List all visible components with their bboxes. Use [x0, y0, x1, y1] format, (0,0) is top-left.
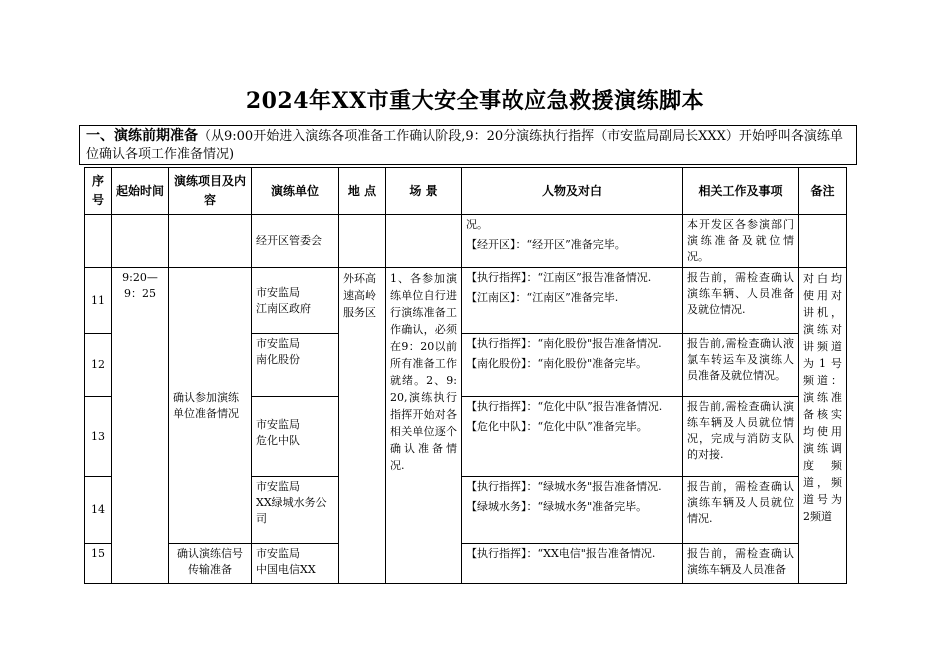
dialog-line: 【江南区】：“江南区”准备完毕.: [466, 291, 619, 304]
row-dialog: [462, 477, 683, 544]
dialog-line: 【执行指挥】：“XX电信"报告准备情况.: [466, 547, 656, 560]
header-place: 地 点: [339, 168, 386, 215]
header-time: 起始时间: [112, 168, 169, 215]
row-work: 报告前，需检查确认演练车辆、人员准备及就位情况.: [683, 268, 799, 334]
row-remark: 对白均使用对讲机，演练对讲频道为1号频道：演练准备核实均使用演练调度频道，频道号为2频道: [799, 268, 847, 584]
dialog-line: 【南化股份】：“南化股份"准备完毕。: [466, 357, 648, 370]
row-work: 报告前，需检查确认演练车辆及人员就位情况.: [683, 477, 799, 544]
header-work: 相关工作及事项: [683, 168, 799, 215]
row-remark: [799, 215, 847, 268]
section-heading: [79, 125, 857, 165]
row-scene: [386, 215, 462, 268]
row-dialog: [462, 334, 683, 397]
row-no: 11: [85, 268, 112, 334]
dialog-line: 【执行指挥】：“南化股份"报告准备情况.: [466, 337, 662, 350]
section-title: 一、演练前期准备: [86, 128, 198, 144]
row-dialog: [462, 215, 683, 268]
row-no: 15: [85, 544, 112, 584]
row-item: 确认演练信号传输准备: [169, 544, 252, 584]
section-note: （从9:00开始进入演练各项准备工作确认阶段,9：20分演练执行指挥（市安监局副局长XXX）开始呼叫各演练单位确认各项工作准备情况): [86, 129, 843, 162]
row-place: 外环高速高岭服务区: [339, 268, 386, 584]
row-unit: 经开区管委会: [252, 215, 339, 268]
row-dialog: [462, 397, 683, 477]
row-work: 报告前，需检查确认演练车辆及人员准备: [683, 544, 799, 584]
dialog-line: 【执行指挥】：“绿城水务"报告准备情况.: [466, 480, 662, 493]
table-row: [85, 544, 847, 584]
row-dialog: [462, 544, 683, 584]
row-work: 本开发区各参演部门演练准备及就位情况。: [683, 215, 799, 268]
row-scene: 1、各参加演练单位自行进行演练准备工作确认，必须在9：20以前所有准备工作就绪。2、9:20,演练执行指挥开始对各相关单位逐个确认准备情况.: [386, 268, 462, 584]
header-remark: 备注: [799, 168, 847, 215]
row-unit: 市安监局 南化股份: [252, 334, 339, 397]
row-no: 14: [85, 477, 112, 544]
document-title: 2024年XX市重大安全事故应急救援演练脚本: [245, 88, 705, 114]
table-row: [85, 268, 847, 334]
header-row: [85, 168, 847, 215]
dialog-line: 【绿城水务】：“绿城水务"准备完毕。: [466, 500, 648, 513]
row-no: [85, 215, 112, 268]
dialog-line: 【执行指挥】：“江南区”报告准备情况.: [466, 271, 652, 284]
dialog-line: 【执行指挥】：“危化中队”报告准备情况.: [466, 400, 663, 413]
row-work: 报告前,需检查确认演练车辆及人员就位情况，完成与消防支队的对接.: [683, 397, 799, 477]
row-unit: 市安监局 江南区政府: [252, 268, 339, 334]
dialog-line: 【经开区】：“经开区”准备完毕。: [466, 238, 626, 251]
header-no: 序号: [85, 168, 112, 215]
row-item: 确认参加演练单位准备情况: [169, 268, 252, 544]
row-no: 13: [85, 397, 112, 477]
row-no: 12: [85, 334, 112, 397]
row-place: [339, 215, 386, 268]
row-unit: 市安监局 XX绿城水务公司: [252, 477, 339, 544]
table-row: [85, 215, 847, 268]
row-work: 报告前,需检查确认液氯车转运车及演练人员准备及就位情况。: [683, 334, 799, 397]
row-dialog: [462, 268, 683, 334]
header-item: 演练项目及内容: [169, 168, 252, 215]
header-scene: 场 景: [386, 168, 462, 215]
drill-script-table: [84, 167, 847, 584]
row-time: [112, 215, 169, 268]
row-unit: 市安监局 中国电信XX: [252, 544, 339, 584]
header-unit: 演练单位: [252, 168, 339, 215]
header-dialog: 人物及对白: [462, 168, 683, 215]
row-unit: 市安监局 危化中队: [252, 397, 339, 477]
dialog-line: 【危化中队】：“危化中队”准备完毕。: [466, 420, 648, 433]
row-time: 9:20—9：25: [112, 268, 169, 584]
row-item: [169, 215, 252, 268]
dialog-line: 况。: [466, 218, 488, 231]
